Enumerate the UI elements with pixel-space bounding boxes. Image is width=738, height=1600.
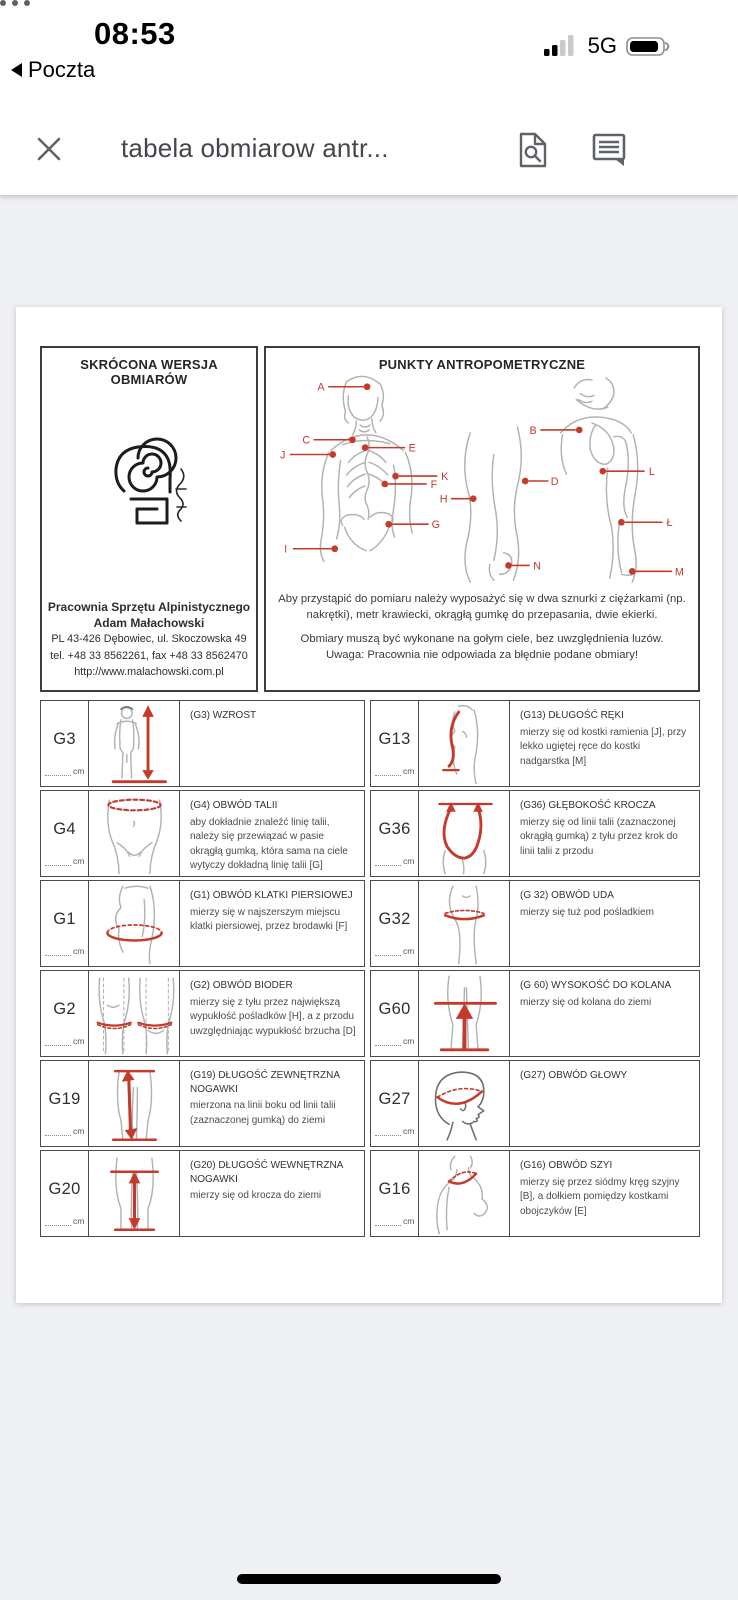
code-cell-g27: G27 cm — [371, 1061, 419, 1146]
pdf-page — [16, 307, 722, 1303]
measurement-note2: Uwaga: Pracownia nie odpowiada za błędnie podane obmiary! — [325, 648, 639, 661]
company-website[interactable]: http://www.malachowski.com.pl — [74, 665, 224, 678]
network-type-label: 5G — [587, 33, 617, 58]
row-g4: G4 cm (G4) OBWÓD TALII aby dokładnie znaleźć linię talii, należy się przewiązać w pasie okrągłą gumką, która sama na ciele wytyczy dokładną linię talii [G] — [40, 790, 365, 877]
back-triangle-icon — [10, 62, 23, 78]
figure-g2-hips — [89, 971, 180, 1056]
anthropometric-points-box — [264, 346, 700, 692]
measurement-code: G3 — [53, 730, 76, 748]
find-in-document-button[interactable] — [517, 131, 549, 169]
code-cell-g13: G13 cm — [371, 701, 419, 786]
figure-g1-chest — [89, 881, 180, 966]
row-g13: G13 cm (G13) DŁUGOŚĆ RĘKI mierzy się od kostki ramienia [J], przy lekko ugiętej ręce do kostki nadgarstka [M] — [370, 700, 700, 787]
status-time: 08:53 — [94, 16, 176, 51]
back-to-app-breadcrumb[interactable] — [10, 57, 95, 83]
point-label-j: J — [279, 449, 286, 462]
code-cell-g19: G19 cm — [41, 1061, 89, 1146]
code-cell-g3 — [41, 701, 89, 786]
overflow-menu-button[interactable] — [0, 0, 738, 6]
code-cell-g16: G16 cm — [371, 1151, 419, 1236]
anthropometric-points-diagram — [266, 372, 698, 590]
row-g2: G2 cm (G2) OBWÓD BIODER mierzy się z tyłu przez największą wypukłość pośladków [H], a z przodu uwzględniając wypukłość brzucha [D] — [40, 970, 365, 1057]
point-label-n: N — [533, 560, 541, 573]
code-cell-g60: G60 cm — [371, 971, 419, 1056]
row-g32: G32 cm (G 32) OBWÓD UDA mierzy się tuż pod pośladkiem — [370, 880, 700, 967]
figure-g32-thigh — [419, 881, 510, 966]
row-g16: G16 cm (G16) OBWÓD SZYI mierzy się przez siódmy kręg szyjny [B], a dołkiem pomiędzy kostkami obojczyków [E] — [370, 1150, 700, 1237]
point-label-l-stroke: Ł — [666, 517, 673, 530]
company-address: PL 43-426 Dębowiec, ul. Skoczowska 49 — [51, 633, 247, 646]
point-label-b: B — [529, 424, 537, 437]
point-label-i: I — [284, 543, 288, 556]
row-g27: G27 cm (G27) OBWÓD GŁOWY — [370, 1060, 700, 1147]
breadcrumb-app-label: Poczta — [28, 57, 96, 82]
status-right-cluster — [543, 33, 672, 59]
point-label-f: F — [430, 478, 438, 491]
figure-g13-arm-length — [419, 701, 510, 786]
code-cell-g36: G36 cm — [371, 791, 419, 876]
code-cell-g4: G4 cm — [41, 791, 89, 876]
home-indicator[interactable] — [237, 1574, 501, 1584]
cm-entry-line: cm — [45, 766, 84, 776]
pdf-viewport[interactable] — [0, 197, 738, 1600]
figure-g19-outer-leg — [89, 1061, 180, 1146]
point-label-e: E — [408, 442, 416, 455]
code-cell-g2: G2 cm — [41, 971, 89, 1056]
point-label-m: M — [674, 566, 684, 579]
figure-g16-neck — [419, 1151, 510, 1236]
point-label-g: G — [431, 519, 441, 532]
row-g19: G19 cm (G19) DŁUGOŚĆ ZEWNĘTRZNA NOGAWKI mierzona na linii boku od linii talii (zaznaczonej gumką) do ziemi — [40, 1060, 365, 1147]
point-label-k: K — [441, 471, 449, 484]
company-phone: tel. +48 33 8562261, fax +48 33 8562470 — [50, 649, 248, 662]
battery-icon — [626, 35, 672, 58]
figure-g20-inner-leg — [89, 1151, 180, 1236]
row-g1: G1 cm (G1) OBWÓD KLATKI PIERSIOWEJ mierzy się w najszerszym miejscu klatki piersiowej, przez brodawki [F] — [40, 880, 365, 967]
left-box-title: SKRÓCONA WERSJA OBMIARÓW — [80, 357, 218, 387]
measurement-tables — [40, 700, 700, 1237]
point-label-c: C — [302, 434, 311, 447]
document-title: tabela obmiarow antr... — [121, 133, 389, 163]
close-button[interactable] — [34, 134, 64, 164]
row-g20: G20 cm (G20) DŁUGOŚĆ WEWNĘTRZNA NOGAWKI mierzy się od krocza do ziemi — [40, 1150, 365, 1237]
company-name-line2: Adam Małachowski — [93, 616, 205, 631]
code-cell-g32: G32 cm — [371, 881, 419, 966]
row-g60: G60 cm (G 60) WYSOKOŚĆ DO KOLANA mierzy się od kolana do ziemi — [370, 970, 700, 1057]
comments-button[interactable] — [591, 131, 627, 167]
signal-strength-icon — [543, 34, 579, 58]
header-area — [0, 0, 738, 196]
point-label-l: L — [648, 466, 655, 479]
point-label-a: A — [317, 381, 325, 394]
row-g3: G3 cm (G3) WZROST — [40, 700, 365, 787]
figure-g60-knee-height — [419, 971, 510, 1056]
figure-g3-height — [89, 701, 180, 786]
figure-g4-waist — [89, 791, 180, 876]
figure-g27-head — [419, 1061, 510, 1146]
company-logo — [42, 387, 256, 599]
company-info-box — [40, 346, 258, 692]
point-label-h: H — [439, 493, 448, 506]
code-cell-g20: G20 cm — [41, 1151, 89, 1236]
figure-g36-crotch-depth — [419, 791, 510, 876]
code-cell-g1: G1 cm — [41, 881, 89, 966]
row-g36: G36 cm (G36) GŁĘBOKOŚĆ KROCZA mierzy się od linii talii (zaznaczonej okrągłą gumką) z tyłu przez krok do linii talii z przodu — [370, 790, 700, 877]
point-label-d: D — [550, 475, 559, 488]
measurement-intro-text: Aby przystąpić do pomiaru należy wyposażyć się w dwa sznurki z ciężarkami (np. nakrętki), metr krawiecki, okrągłą gumkę do przepasania, dwie ekierki. — [278, 593, 686, 621]
right-box-title: PUNKTY ANTROPOMETRYCZNE — [378, 357, 586, 372]
measurement-note1: Obmiary muszą być wykonane na gołym ciele, bez uwzględnienia luzów. — [300, 633, 664, 646]
company-name-line1: Pracownia Sprzętu Alpinistycznego — [47, 600, 251, 615]
